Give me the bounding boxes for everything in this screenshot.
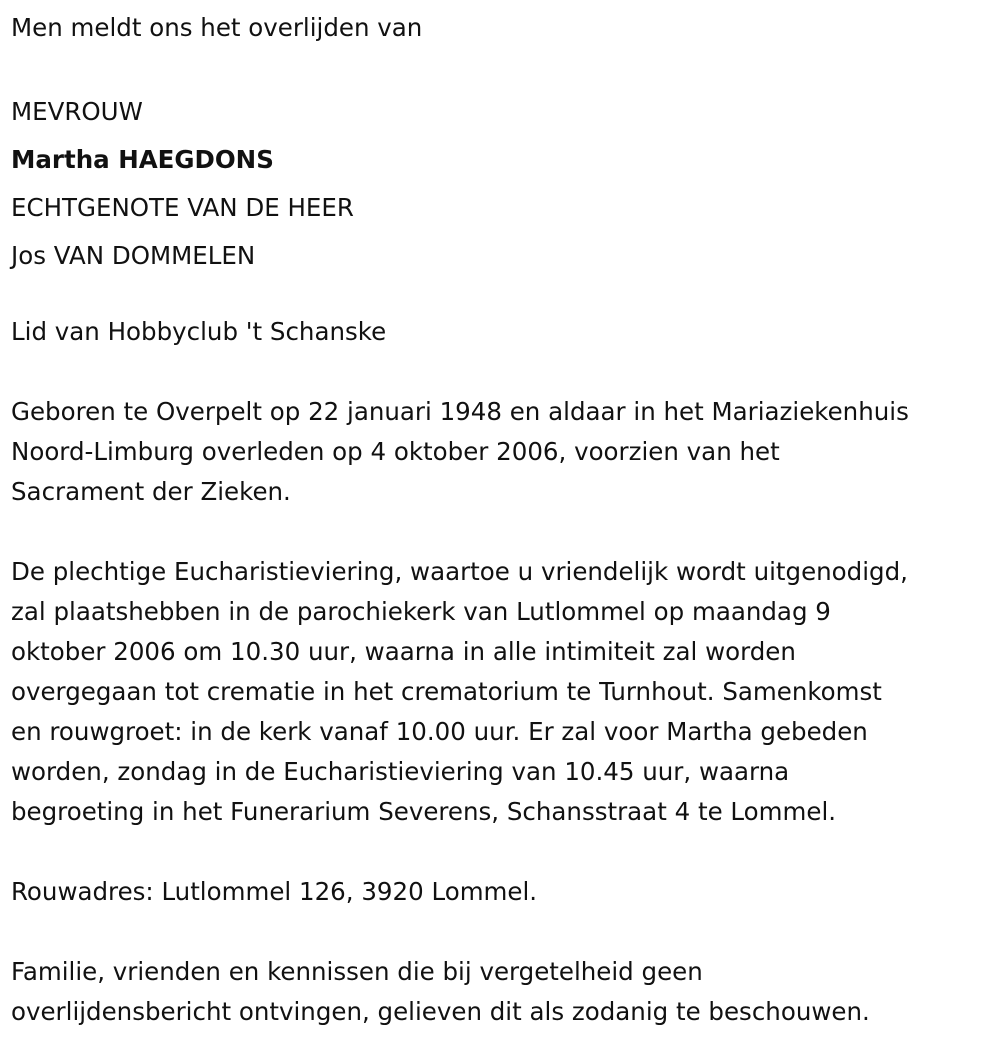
- spouse-name: Jos VAN DOMMELEN: [11, 241, 256, 270]
- paragraph-line: Familie, vrienden en kennissen die bij vergetelheid geen: [11, 957, 703, 986]
- paragraph-line: oktober 2006 om 10.30 uur, waarna in alle intimiteit zal worden: [11, 637, 796, 666]
- title-line: MEVROUW: [11, 97, 143, 126]
- spacer: [11, 912, 1000, 952]
- closing-paragraph: [11, 952, 1000, 1032]
- paragraph-line: zal plaatshebben in de parochiekerk van Lutlommel op maandag 9: [11, 597, 831, 626]
- paragraph-line: begroeting in het Funerarium Severens, Schansstraat 4 te Lommel.: [11, 797, 837, 826]
- spacer: [11, 512, 1000, 552]
- paragraph-line: overlijdensbericht ontvingen, gelieven dit als zodanig te beschouwen.: [11, 997, 870, 1026]
- paragraph-line: worden, zondag in de Eucharistieviering van 10.45 uur, waarna: [11, 757, 790, 786]
- spacer: [11, 48, 1000, 88]
- paragraph-line: overgegaan tot crematie in het crematorium te Turnhout. Samenkomst: [11, 677, 882, 706]
- intro-text: Men meldt ons het overlijden van: [11, 13, 423, 42]
- paragraph-line: Noord-Limburg overleden op 4 oktober 2006, voorzien van het: [11, 437, 780, 466]
- paragraph-line: en rouwgroet: in de kerk vanaf 10.00 uur. Er zal voor Martha gebeden: [11, 717, 868, 746]
- paragraph-line: De plechtige Eucharistieviering, waartoe u vriendelijk wordt uitgenodigd,: [11, 557, 908, 586]
- deceased-header: [11, 88, 1000, 280]
- spacer: [11, 832, 1000, 872]
- membership-text: Lid van Hobbyclub 't Schanske: [11, 317, 387, 346]
- deceased-name: Martha HAEGDONS: [11, 145, 274, 174]
- spacer: [11, 280, 1000, 312]
- ceremony-paragraph: [11, 552, 1000, 832]
- spouse-prefix: ECHTGENOTE VAN DE HEER: [11, 193, 354, 222]
- spacer: [11, 352, 1000, 392]
- birth-death-paragraph: [11, 392, 1000, 512]
- paragraph-line: Sacrament der Zieken.: [11, 477, 291, 506]
- paragraph-line: Geboren te Overpelt op 22 januari 1948 en aldaar in het Mariaziekenhuis: [11, 397, 909, 426]
- mourning-address: Rouwadres: Lutlommel 126, 3920 Lommel.: [11, 877, 538, 906]
